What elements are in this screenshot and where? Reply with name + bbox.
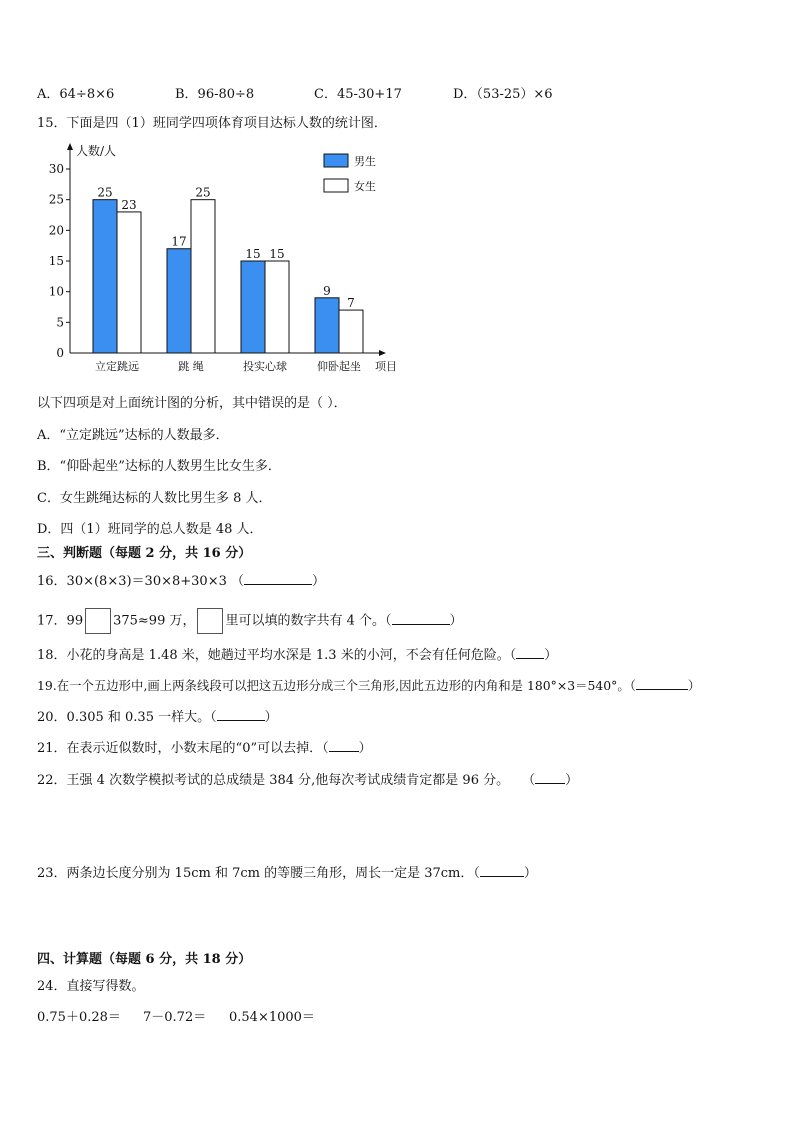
bar-girls <box>339 310 363 353</box>
q16-text: 16．30×(8×3)＝30×8+30×3 （ <box>37 574 244 589</box>
legend-swatch <box>324 154 348 167</box>
q17-digit-box-ref <box>197 608 223 634</box>
legend-label: 女生 <box>354 180 376 193</box>
y-tick-label: 25 <box>48 192 64 207</box>
q17-text-c: 里可以填的数字共有 4 个。（ <box>225 613 392 629</box>
bar-value-label: 7 <box>347 296 355 311</box>
category-label: 立定跳远 <box>95 360 139 373</box>
q22-text: 22．王强 4 次数学模拟考试的总成绩是 384 分,他每次考试成绩肯定都是 96 分。 （ <box>37 773 536 788</box>
calc-1: 0.75＋0.28＝ <box>37 1010 121 1025</box>
bar-girls <box>191 200 215 353</box>
q20-answer-blank[interactable] <box>217 707 265 721</box>
section3-title: 三、判断题（每题 2 分，共 16 分） <box>37 546 252 561</box>
x-axis-arrow <box>379 350 386 356</box>
bar-chart <box>40 140 410 380</box>
bar-girls <box>117 212 141 353</box>
q20-close: ） <box>264 710 278 725</box>
y-tick-label: 20 <box>48 223 64 238</box>
bar-girls <box>265 261 289 353</box>
q17-text-b: 375≈99 万， <box>113 613 196 629</box>
q21-answer-blank[interactable] <box>329 738 359 752</box>
y-tick-label: 15 <box>48 254 64 268</box>
bar-value-label: 15 <box>269 247 285 261</box>
category-label: 仰卧起坐 <box>317 360 361 373</box>
legend-swatch <box>324 179 348 192</box>
calc-2: 7－0.72＝ <box>143 1010 207 1025</box>
q21-close: ） <box>358 741 372 756</box>
section4-title: 四、计算题（每题 6 分，共 18 分） <box>37 952 252 967</box>
q22 <box>37 770 578 790</box>
q15-option-d: D．四（1）班同学的总人数是 48 人． <box>37 522 263 537</box>
bar-value-label: 23 <box>121 197 137 212</box>
bar-value-label: 25 <box>195 185 211 200</box>
category-label: 跳 绳 <box>178 360 204 373</box>
bar-value-label: 15 <box>245 247 261 261</box>
q23 <box>37 863 537 883</box>
q22-close: ） <box>565 773 579 788</box>
x-axis-label: 项目 <box>375 360 397 373</box>
q20-text: 20．0.305 和 0.35 一样大。（ <box>37 710 217 725</box>
q17-close: ） <box>449 613 463 629</box>
q22-answer-blank[interactable] <box>535 770 565 784</box>
q15-stem: 15．下面是四（1）班同学四项体育项目达标人数的统计图． <box>37 116 387 131</box>
q18-close: ） <box>544 648 558 663</box>
y-tick-label: 30 <box>48 162 64 176</box>
q17 <box>37 608 463 634</box>
bar-boys <box>241 261 265 353</box>
q16 <box>37 571 325 591</box>
q17-text-a: 17．99 <box>37 613 84 629</box>
bar-value-label: 9 <box>323 283 331 298</box>
q19-answer-blank[interactable] <box>636 676 688 690</box>
q14-option-a: A．64÷8×6 <box>37 87 115 102</box>
q23-text: 23．两条边长度分别为 15cm 和 7cm 的等腰三角形，周长一定是 37cm．（ <box>37 866 480 881</box>
y-tick-label: 5 <box>56 315 64 330</box>
q20 <box>37 707 278 727</box>
bar-boys <box>167 249 191 353</box>
calc-3: 0.54×1000＝ <box>229 1010 315 1025</box>
q14-option-b: B．96-80÷8 <box>175 87 255 102</box>
q18-text: 18．小花的身高是 1.48 米，她趟过平均水深是 1.3 米的小河，不会有任何危险。（ <box>37 648 517 663</box>
q16-close: ） <box>312 574 326 589</box>
q16-answer-blank[interactable] <box>244 571 312 585</box>
y-tick-label: 0 <box>56 346 64 360</box>
q19-close: ） <box>687 678 701 693</box>
q23-answer-blank[interactable] <box>480 863 524 877</box>
q23-close: ） <box>523 866 537 881</box>
q21 <box>37 738 372 758</box>
q15-option-a: A．“立定跳远”达标的人数最多． <box>37 428 229 443</box>
q14-option-d: D．（53-25）×6 <box>453 87 553 102</box>
q17-answer-blank[interactable] <box>392 611 450 625</box>
q24: 24．直接写得数。 <box>37 979 145 994</box>
q15-option-b: B．“仰卧起坐”达标的人数男生比女生多． <box>37 459 281 474</box>
q14-option-c: C．45-30+17 <box>314 87 402 102</box>
bar-value-label: 17 <box>171 234 187 249</box>
legend-label: 男生 <box>354 155 376 168</box>
bar-boys <box>93 200 117 353</box>
q15-question: 以下四项是对上面统计图的分析，其中错误的是（ ）． <box>37 396 347 411</box>
q19-text: 19.在一个五边形中,画上两条线段可以把这五边形分成三个三角形,因此五边形的内角和是 180°×3＝540°。（ <box>37 678 636 693</box>
q18-answer-blank[interactable] <box>516 645 544 659</box>
bar-boys <box>315 298 339 353</box>
q18 <box>37 645 557 665</box>
y-tick-label: 10 <box>48 284 64 299</box>
bar-value-label: 25 <box>97 185 113 200</box>
q17-digit-box[interactable] <box>85 608 111 634</box>
q21-text: 21．在表示近似数时，小数末尾的“0”可以去掉．（ <box>37 741 329 756</box>
y-axis-label: 人数/人 <box>76 144 117 158</box>
y-axis-arrow <box>67 143 73 150</box>
q19 <box>37 676 700 695</box>
category-label: 投实心球 <box>243 360 287 373</box>
q15-option-c: C．女生跳绳达标的人数比男生多 8 人． <box>37 491 272 506</box>
